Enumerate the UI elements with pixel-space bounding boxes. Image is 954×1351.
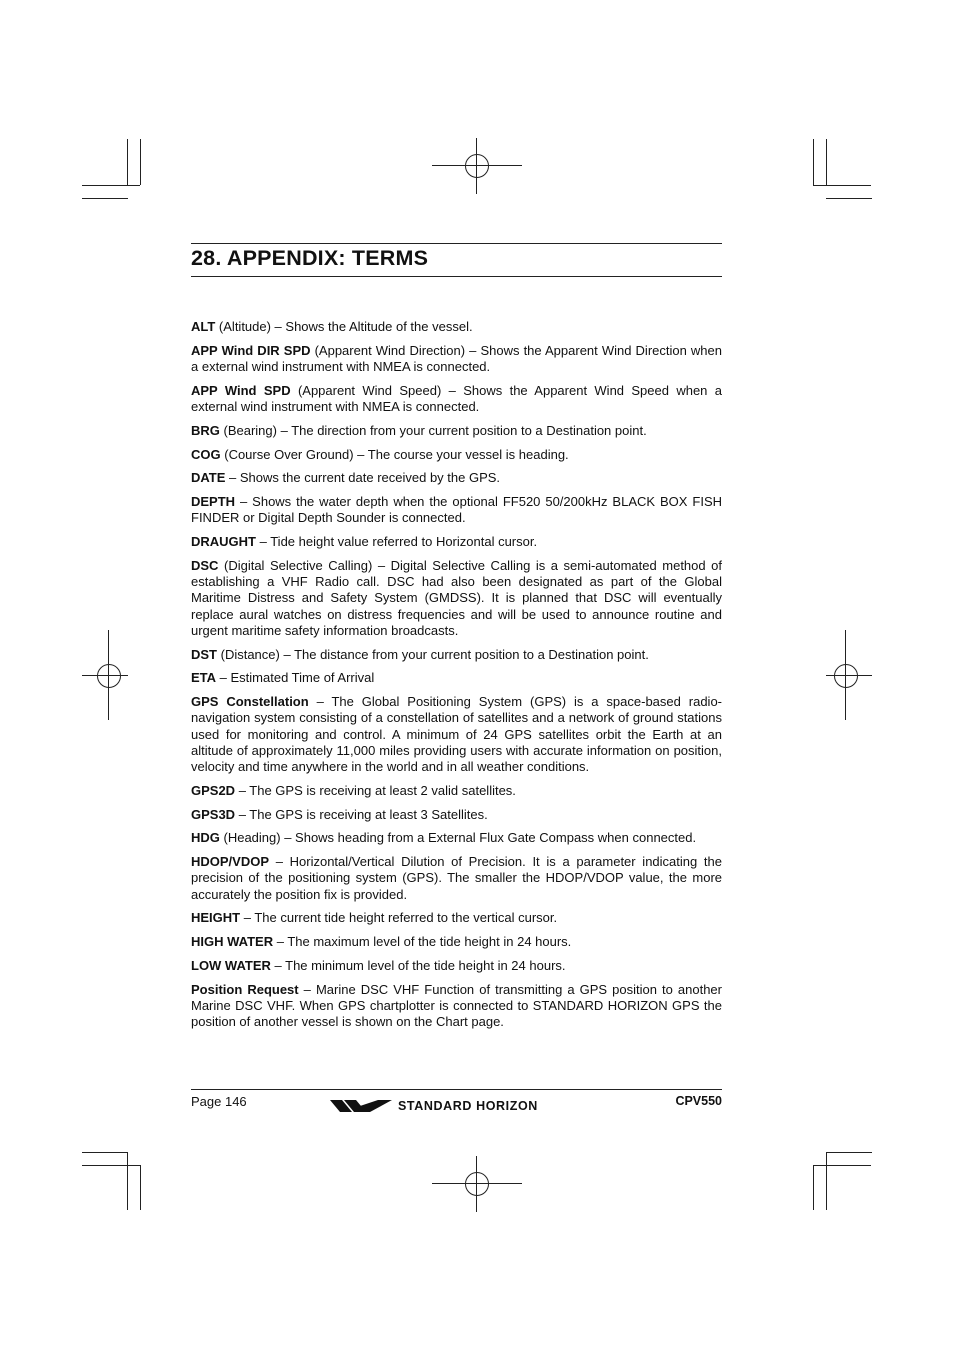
term-name: HEIGHT [191, 910, 241, 926]
term-entry [191, 694, 722, 775]
brand-logo [330, 1096, 538, 1116]
term-name: GPS2D [191, 782, 236, 798]
term-entry [191, 470, 722, 486]
term-name: LOW WATER [191, 957, 271, 973]
term-entry [191, 343, 722, 375]
term-name: HDG [191, 830, 220, 846]
term-entry [191, 670, 722, 686]
term-definition: – The current tide height referred to the vertical cursor. [240, 910, 558, 926]
term-entry [191, 558, 722, 639]
term-name: COG [191, 446, 221, 462]
term-definition: – Horizontal/Vertical Dilution of Precision. It is a parameter indicating the precision of the positioning system (GPS). The smaller the HDOP/VDOP value, the more accurately the position fix is provided. [191, 854, 722, 902]
term-entry [191, 319, 722, 335]
term-entry [191, 383, 722, 415]
term-entry [191, 534, 722, 550]
term-definition: – Shows the current date received by the GPS. [225, 470, 501, 486]
term-entry [191, 423, 722, 439]
term-definition: – The GPS is receiving at least 3 Satellites. [235, 806, 488, 822]
term-entry [191, 830, 722, 846]
term-name: GPS3D [191, 806, 236, 822]
term-definition: (Apparent Wind Speed) – Shows the Apparent Wind Speed when a external wind instrument with NMEA is connected. [191, 382, 722, 414]
page-number: Page 146 [191, 1094, 247, 1109]
term-entry [191, 958, 722, 974]
term-name: Position Request [191, 981, 299, 997]
term-name: GPS Constellation [191, 694, 309, 710]
term-definition: (Heading) – Shows heading from a External Flux Gate Compass when connected. [219, 830, 697, 846]
term-entry [191, 807, 722, 823]
terms-list [191, 319, 722, 1038]
term-name: DRAUGHT [191, 534, 256, 550]
term-definition: – Tide height value referred to Horizontal cursor. [256, 534, 538, 550]
term-definition: – The minimum level of the tide height in 24 hours. [270, 957, 566, 973]
term-name: DATE [191, 470, 226, 486]
term-entry [191, 494, 722, 526]
model-number: CPV550 [675, 1094, 722, 1108]
footer-rule [191, 1089, 722, 1090]
term-entry [191, 982, 722, 1031]
term-name: DEPTH [191, 494, 236, 510]
term-definition: – Estimated Time of Arrival [216, 670, 375, 686]
term-entry [191, 910, 722, 926]
term-definition: (Altitude) – Shows the Altitude of the vessel. [215, 319, 473, 334]
term-entry [191, 447, 722, 463]
page-title: 28. APPENDIX: TERMS [191, 246, 429, 270]
term-name: DSC [191, 557, 219, 573]
term-name: HIGH WATER [191, 934, 274, 950]
term-name: HDOP/VDOP [191, 854, 270, 870]
term-entry [191, 647, 722, 663]
term-definition: – The Global Positioning System (GPS) is a space-based radio-navigation system consisting of a constellation of satellites and a network of ground stations used for monitoring and control. A minimum of 24 GPS satellites orbit the Earth at an altitude of approximately 11,000 miles providing users with accurate information on position, velocity and time anywhere in the world and in all weather conditions. [191, 694, 723, 774]
term-definition: (Digital Selective Calling) – Digital Selective Calling is a semi-automated method of establishing a VHF Radio call. DSC had also been designated as part of the Global Maritime Distress and Safety System (GMDSS). It is planned that DSC will eventually replace aural watches on distress frequencies and will be used to announce routine and urgent maritime safety information broadcasts. [191, 557, 722, 638]
term-name: APP Wind SPD [191, 382, 291, 398]
term-definition: (Course Over Ground) – The course your vessel is heading. [220, 446, 569, 462]
term-entry [191, 783, 722, 799]
term-entry [191, 854, 722, 903]
term-definition: – Shows the water depth when the optional FF520 50/200kHz BLACK BOX FISH FINDER or Digital Depth Sounder is connected. [191, 494, 722, 526]
term-definition: – The maximum level of the tide height in 24 hours. [273, 934, 572, 950]
term-name: ETA [191, 670, 217, 686]
brand-name: STANDARD HORIZON [398, 1099, 538, 1113]
term-entry [191, 934, 722, 950]
brand-logo-icon [330, 1097, 392, 1115]
title-rule-bottom [191, 276, 722, 277]
term-definition: (Apparent Wind Direction) – Shows the Apparent Wind Direction when a external wind instrument with NMEA is connected. [191, 342, 722, 374]
term-name: DST [191, 646, 217, 662]
term-definition: – The GPS is receiving at least 2 valid satellites. [235, 782, 516, 798]
term-name: APP Wind DIR SPD [191, 342, 311, 358]
term-definition: (Distance) – The distance from your current position to a Destination point. [217, 646, 649, 662]
title-rule-top [191, 243, 722, 244]
term-definition: (Bearing) – The direction from your current position to a Destination point. [219, 422, 647, 438]
term-definition: – Marine DSC VHF Function of transmitting a GPS position to another Marine DSC VHF. When GPS chartplotter is connected to STANDARD HORIZON GPS the position of another vessel is shown on the Chart page. [191, 981, 722, 1030]
term-name: BRG [191, 422, 220, 438]
term-name: ALT [191, 319, 216, 334]
